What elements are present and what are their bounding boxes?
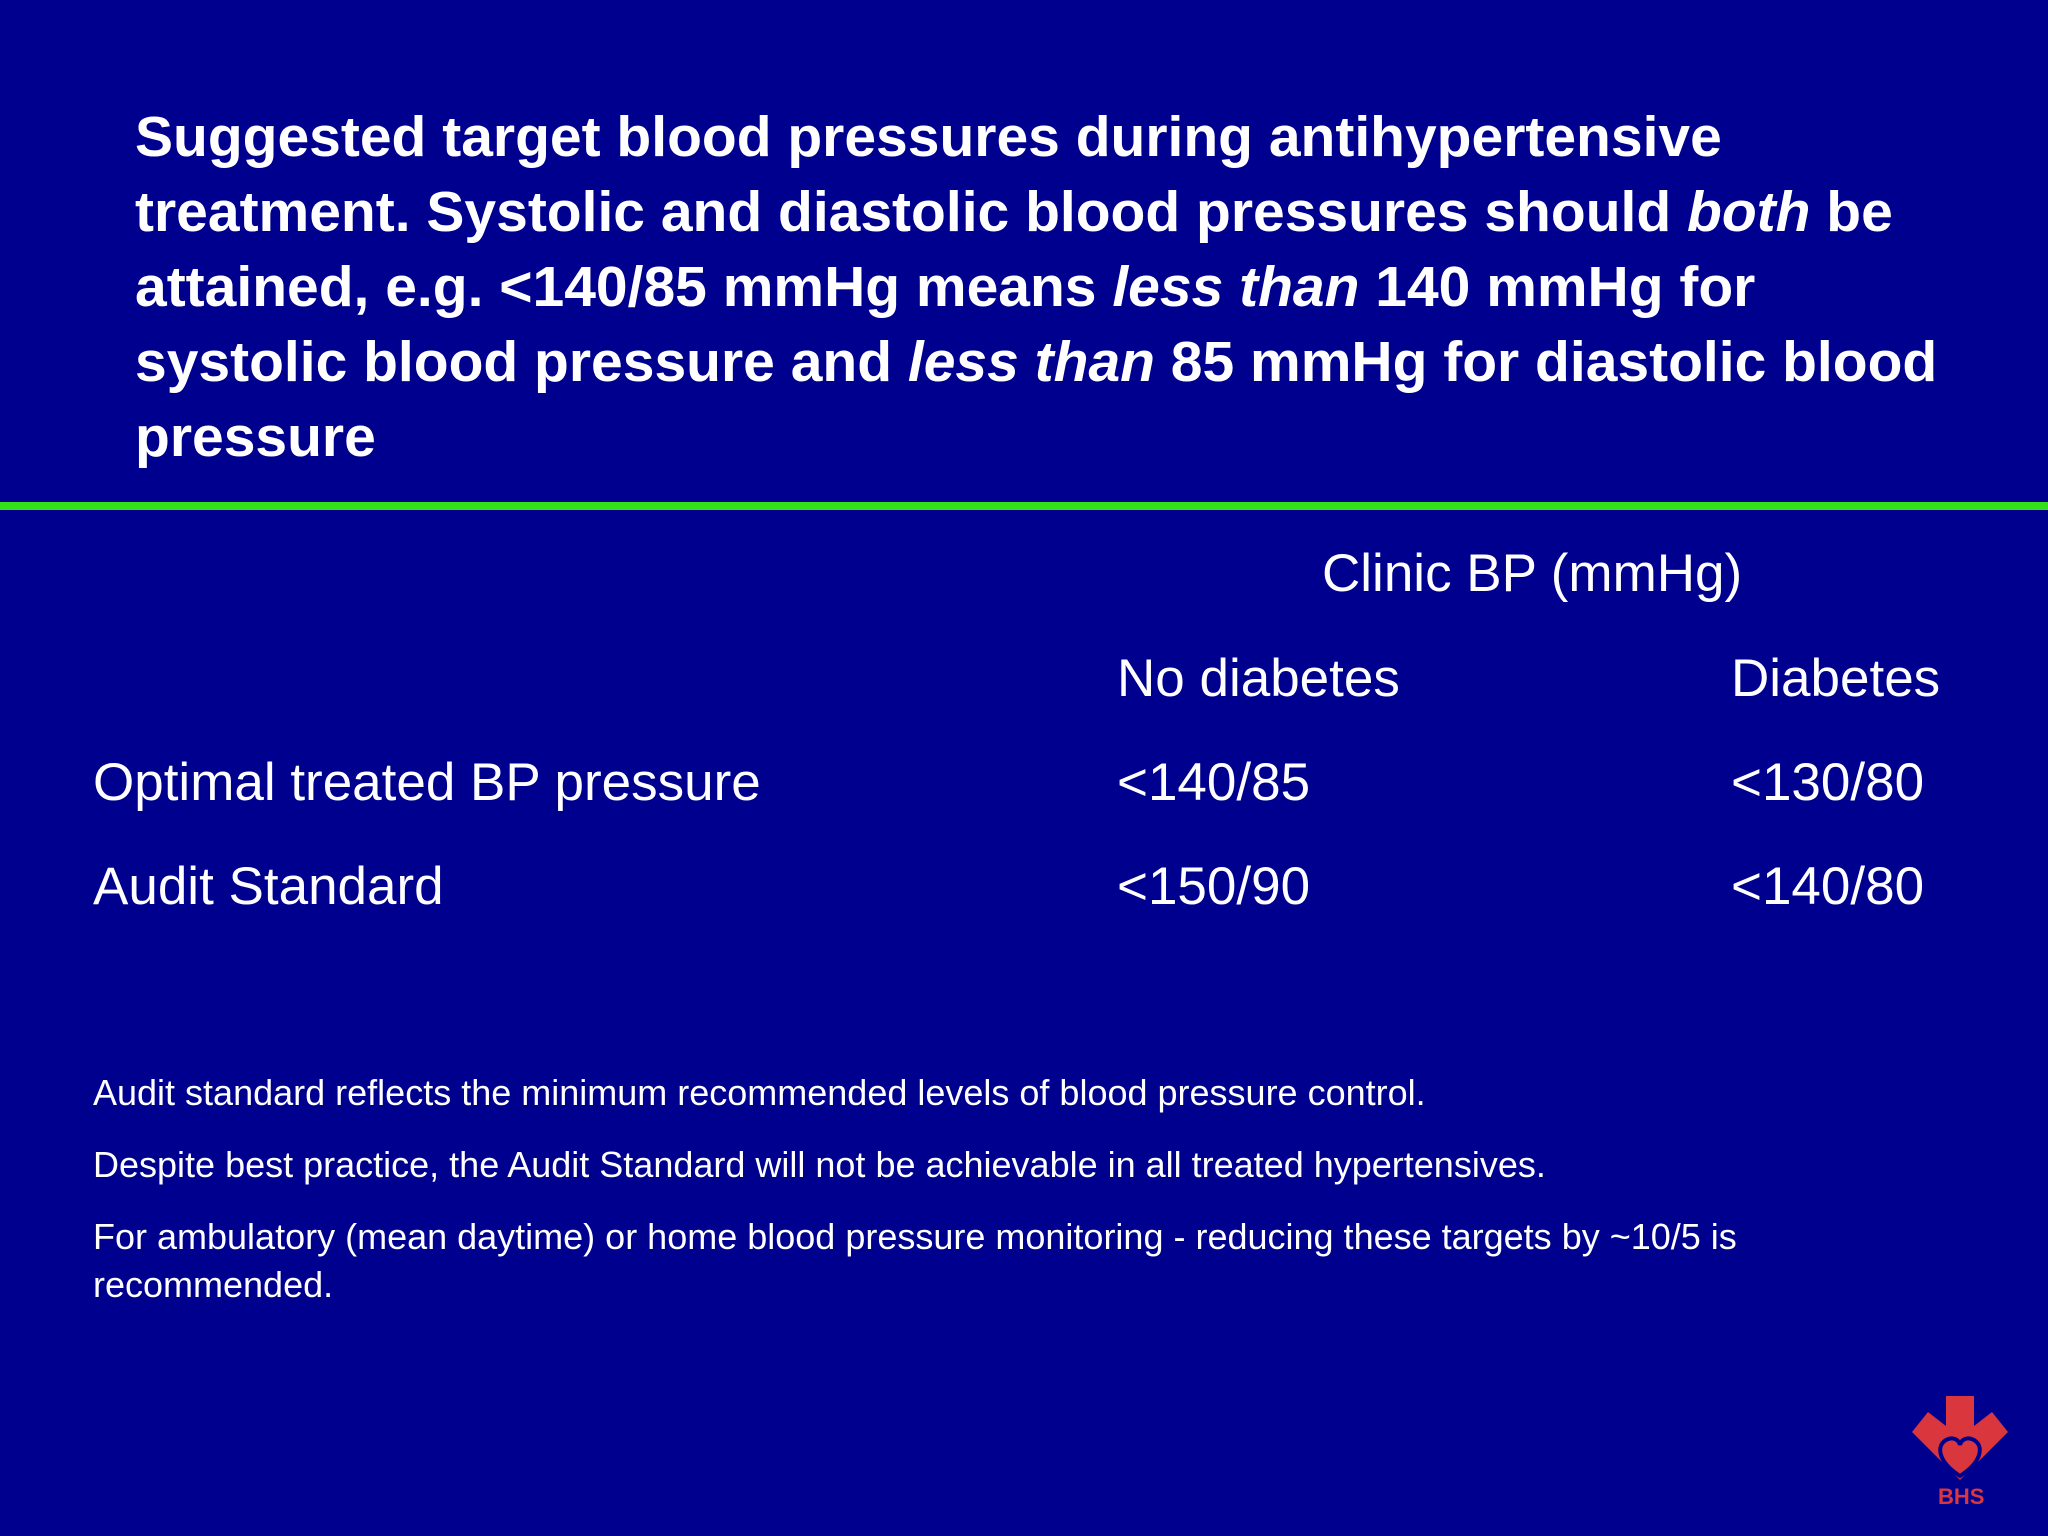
cell-audit-diabetes: <140/80 [1731,857,1925,916]
slide-title [135,100,1955,475]
title-emphasis-both: both [1687,180,1811,244]
logo-text: BHS [1938,1484,1985,1509]
title-part-4: 85 mmHg for diastolic blood pressure [135,330,1938,469]
note-audit-standard: Audit standard reflects the minimum recommended levels of blood pressure control. [93,1072,1426,1113]
row-label-audit: Audit Standard [93,857,444,916]
column-header-diabetes: Diabetes [1731,649,1941,708]
note-ambulatory: For ambulatory (mean daytime) or home blood pressure monitoring - reducing these targets by ~10/5 is recommended. [93,1216,1737,1305]
title-part-3: 140 mmHg for systolic blood pressure and [135,255,1756,394]
note-best-practice: Despite best practice, the Audit Standard will not be achievable in all treated hypertensives. [93,1144,1546,1185]
cell-optimal-no-diabetes: <140/85 [1117,753,1311,812]
title-part-1: Suggested target blood pressures during antihypertensive treatment. Systolic and diastolic blood pressures should [135,105,1722,244]
table-group-header: Clinic BP (mmHg) [1322,544,1743,603]
title-divider [0,502,2048,510]
cell-audit-no-diabetes: <150/90 [1117,857,1311,916]
title-emphasis-less-than-2: less than [907,330,1155,394]
row-label-optimal: Optimal treated BP pressure [93,753,761,812]
column-header-no-diabetes: No diabetes [1117,649,1400,708]
title-emphasis-less-than-1: less than [1112,255,1360,319]
title-part-2: be attained, e.g. <140/85 mmHg means [135,180,1893,319]
cell-optimal-diabetes: <130/80 [1731,753,1925,812]
